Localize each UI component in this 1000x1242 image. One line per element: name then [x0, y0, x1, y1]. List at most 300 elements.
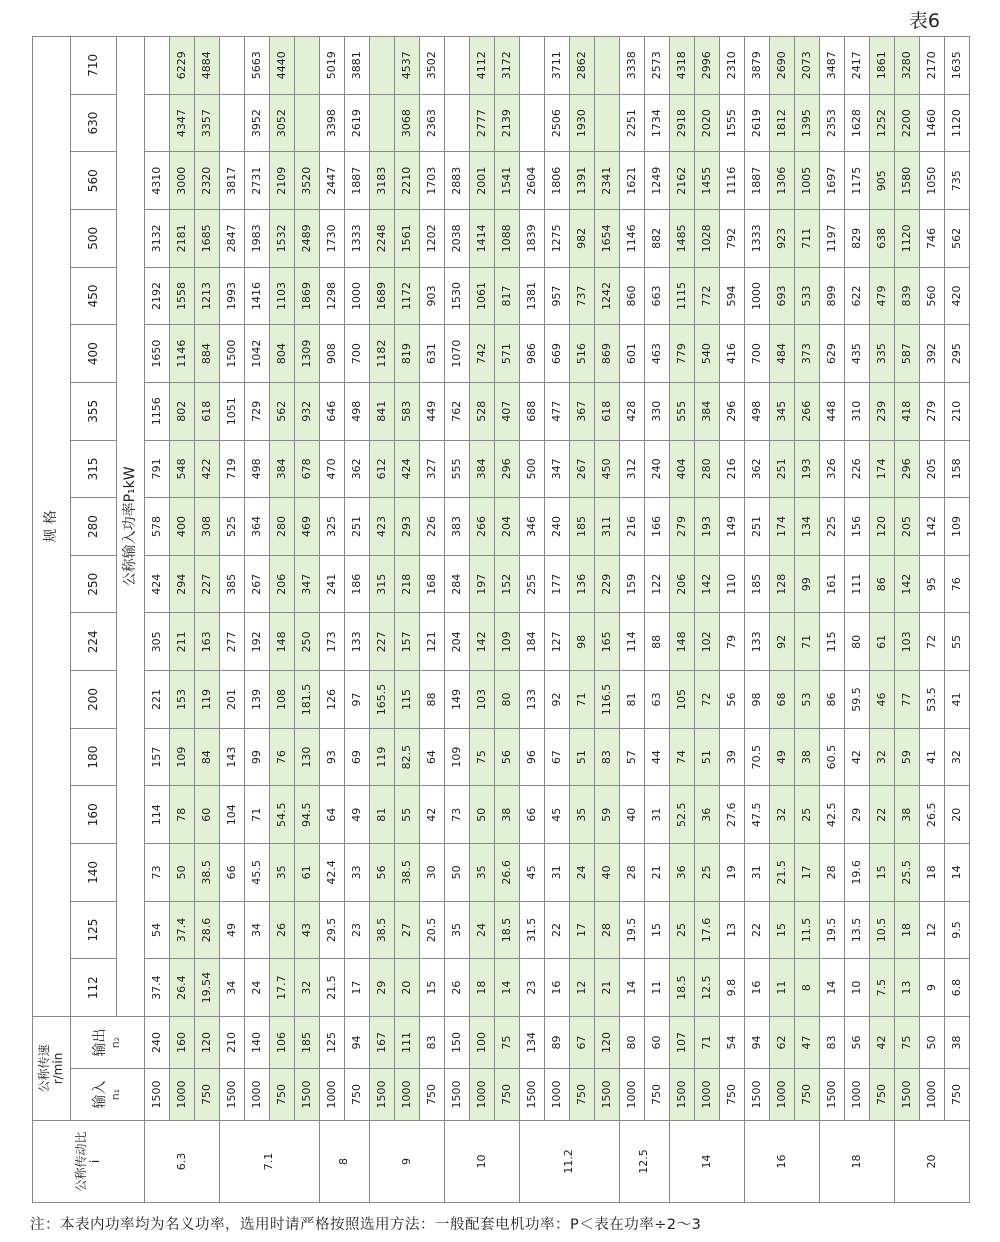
- input-speed-cell: 1500: [145, 1069, 170, 1121]
- power-cell: 2619: [345, 94, 370, 152]
- power-cell: 204: [445, 613, 470, 671]
- power-cell: 1558: [170, 267, 195, 325]
- power-cell: 3280: [895, 36, 920, 94]
- power-cell: 102: [695, 613, 720, 671]
- ratio-cell: 20: [895, 1121, 970, 1203]
- power-cell: 126: [320, 671, 345, 729]
- power-cell: 1541: [495, 152, 520, 210]
- power-cell: 3172: [495, 36, 520, 94]
- power-cell: 1414: [470, 210, 495, 268]
- power-cell: 20: [395, 959, 420, 1017]
- power-cell: 35: [445, 901, 470, 959]
- power-cell: 3502: [420, 36, 445, 94]
- power-cell: 39: [720, 728, 745, 786]
- power-cell: 67: [545, 728, 570, 786]
- power-cell: 12: [570, 959, 595, 1017]
- power-cell: 14: [620, 959, 645, 1017]
- power-cell: 719: [220, 440, 245, 498]
- ratio-cell: 16: [745, 1121, 820, 1203]
- power-cell: 255: [520, 555, 545, 613]
- power-cell: 1734: [645, 94, 670, 152]
- power-cell: 26.6: [495, 844, 520, 902]
- power-cell: 3817: [220, 152, 245, 210]
- power-cell: 528: [470, 382, 495, 440]
- power-cell: 61: [870, 613, 895, 671]
- power-cell: 50: [170, 844, 195, 902]
- power-cell: 72: [695, 671, 720, 729]
- power-cell: 729: [245, 382, 270, 440]
- speed-header: 公称传速 r/min: [33, 1016, 71, 1120]
- power-cell: 1242: [595, 267, 620, 325]
- power-cell: 49: [345, 786, 370, 844]
- power-cell: 56: [495, 728, 520, 786]
- power-cell: 40: [620, 786, 645, 844]
- power-cell: 225: [820, 498, 845, 556]
- power-cell: 15: [770, 901, 795, 959]
- input-speed-cell: 1000: [695, 1069, 720, 1121]
- power-cell: 10: [845, 959, 870, 1017]
- power-cell: 19.5: [620, 901, 645, 959]
- power-cell: 279: [670, 498, 695, 556]
- power-cell: 221: [145, 671, 170, 729]
- power-cell: 99: [245, 728, 270, 786]
- power-cell: 33: [345, 844, 370, 902]
- power-cell: 1555: [720, 94, 745, 152]
- ratio-header: 公称传动比 i: [33, 1121, 145, 1203]
- power-cell: 742: [470, 325, 495, 383]
- power-cell: 32: [870, 728, 895, 786]
- power-cell: 1050: [920, 152, 945, 210]
- power-cell: 86: [820, 671, 845, 729]
- power-cell: 5663: [245, 36, 270, 94]
- table-row: [745, 36, 770, 1202]
- output-symbol: n₂: [109, 1036, 123, 1049]
- size-header: 280: [71, 498, 117, 556]
- power-cell: 404: [670, 440, 695, 498]
- table-row: [320, 36, 345, 1202]
- power-cell: 362: [345, 440, 370, 498]
- power-cell: 99: [795, 555, 820, 613]
- input-speed-cell: 750: [270, 1069, 295, 1121]
- power-cell: 819: [395, 325, 420, 383]
- power-cell: 2310: [720, 36, 745, 94]
- input-speed-cell: 1500: [895, 1069, 920, 1121]
- power-cell: 31: [745, 844, 770, 902]
- output-speed-cell: 167: [370, 1016, 395, 1068]
- power-cell: 2341: [595, 152, 620, 210]
- ratio-cell: 12.5: [620, 1121, 670, 1203]
- power-cell: 64: [320, 786, 345, 844]
- power-cell: 860: [620, 267, 645, 325]
- power-cell: 2181: [170, 210, 195, 268]
- power-cell: 156: [845, 498, 870, 556]
- power-cell: 134: [795, 498, 820, 556]
- power-cell: 53: [795, 671, 820, 729]
- power-cell: 746: [920, 210, 945, 268]
- power-cell: [145, 94, 170, 152]
- power-cell: 216: [620, 498, 645, 556]
- power-cell: 791: [145, 440, 170, 498]
- table-row: [945, 36, 970, 1202]
- input-speed-cell: 1500: [220, 1069, 245, 1121]
- power-cell: 3879: [745, 36, 770, 94]
- output-speed-cell: 75: [495, 1016, 520, 1068]
- output-speed-cell: 94: [345, 1016, 370, 1068]
- power-cell: 540: [695, 325, 720, 383]
- power-cell: 149: [445, 671, 470, 729]
- table-row: [595, 36, 620, 1202]
- power-cell: 142: [895, 555, 920, 613]
- power-cell: 4537: [395, 36, 420, 94]
- power-cell: 982: [570, 210, 595, 268]
- power-cell: 24: [470, 901, 495, 959]
- input-speed-cell: 750: [720, 1069, 745, 1121]
- power-cell: 55: [395, 786, 420, 844]
- power-cell: 3000: [170, 152, 195, 210]
- output-speed-cell: 134: [520, 1016, 545, 1068]
- power-cell: 4440: [270, 36, 295, 94]
- power-cell: 2619: [745, 94, 770, 152]
- output-speed-cell: 240: [145, 1016, 170, 1068]
- rotated-table-wrapper: [32, 37, 970, 1203]
- power-cell: 367: [570, 382, 595, 440]
- power-cell: 663: [645, 267, 670, 325]
- power-cell: 1500: [220, 325, 245, 383]
- power-cell: 516: [570, 325, 595, 383]
- table-row: [495, 36, 520, 1202]
- input-speed-cell: 1000: [395, 1069, 420, 1121]
- power-cell: 779: [670, 325, 695, 383]
- power-cell: 1088: [495, 210, 520, 268]
- power-cell: 15: [645, 901, 670, 959]
- power-cell: 618: [595, 382, 620, 440]
- power-cell: 711: [795, 210, 820, 268]
- power-cell: 312: [620, 440, 645, 498]
- power-cell: 17: [570, 901, 595, 959]
- power-cell: 2777: [470, 94, 495, 152]
- size-header: 500: [71, 210, 117, 268]
- power-cell: 98: [745, 671, 770, 729]
- size-header: 560: [71, 152, 117, 210]
- power-cell: 1306: [770, 152, 795, 210]
- power-cell: 14: [820, 959, 845, 1017]
- power-cell: 22: [870, 786, 895, 844]
- power-cell: 1249: [645, 152, 670, 210]
- output-speed-cell: 83: [420, 1016, 445, 1068]
- power-cell: 205: [920, 440, 945, 498]
- power-cell: 114: [145, 786, 170, 844]
- power-cell: 20.5: [420, 901, 445, 959]
- power-cell: 31: [645, 786, 670, 844]
- power-cell: 53.5: [920, 671, 945, 729]
- power-cell: 1146: [620, 210, 645, 268]
- power-cell: 192: [245, 613, 270, 671]
- table-row: [645, 36, 670, 1202]
- table-row: [795, 36, 820, 1202]
- output-speed-cell: 71: [695, 1016, 720, 1068]
- power-cell: 484: [770, 325, 795, 383]
- power-cell: 109: [495, 613, 520, 671]
- power-cell: 2020: [695, 94, 720, 152]
- power-cell: 227: [370, 613, 395, 671]
- output-speed-cell: 50: [920, 1016, 945, 1068]
- power-cell: 908: [320, 325, 345, 383]
- power-cell: 1197: [820, 210, 845, 268]
- power-cell: 120: [870, 498, 895, 556]
- power-cell: 384: [470, 440, 495, 498]
- power-cell: 669: [545, 325, 570, 383]
- power-cell: 51: [570, 728, 595, 786]
- power-cell: 1146: [170, 325, 195, 383]
- power-cell: 63: [645, 671, 670, 729]
- size-header: 710: [71, 36, 117, 94]
- power-cell: 127: [545, 613, 570, 671]
- output-speed-cell: 60: [645, 1016, 670, 1068]
- power-cell: 346: [520, 498, 545, 556]
- power-cell: 280: [270, 498, 295, 556]
- power-cell: 2251: [620, 94, 645, 152]
- power-cell: 121: [420, 613, 445, 671]
- power-cell: 280: [695, 440, 720, 498]
- power-cell: 25: [670, 901, 695, 959]
- power-cell: 177: [545, 555, 570, 613]
- power-cell: 884: [195, 325, 220, 383]
- power-cell: 69: [345, 728, 370, 786]
- power-cell: 1213: [195, 267, 220, 325]
- power-cell: 362: [745, 440, 770, 498]
- power-cell: 618: [195, 382, 220, 440]
- power-cell: 839: [895, 267, 920, 325]
- power-cell: 59.5: [845, 671, 870, 729]
- input-speed-cell: 1000: [845, 1069, 870, 1121]
- power-cell: 71: [245, 786, 270, 844]
- output-speed-cell: 94: [745, 1016, 770, 1068]
- spec-header: 规 格: [33, 36, 71, 1016]
- power-cell: 364: [245, 498, 270, 556]
- power-cell: 42.5: [820, 786, 845, 844]
- power-cell: 1697: [820, 152, 845, 210]
- power-cell: 216: [720, 440, 745, 498]
- power-cell: 103: [470, 671, 495, 729]
- power-cell: 1042: [245, 325, 270, 383]
- power-cell: 1000: [745, 267, 770, 325]
- power-cell: 52.5: [670, 786, 695, 844]
- power-cell: 6.8: [945, 959, 970, 1017]
- power-cell: 3357: [195, 94, 220, 152]
- power-cell: 347: [545, 440, 570, 498]
- power-cell: 1983: [245, 210, 270, 268]
- power-cell: 17.7: [270, 959, 295, 1017]
- power-cell: 36: [695, 786, 720, 844]
- power-cell: 383: [445, 498, 470, 556]
- power-cell: 2001: [470, 152, 495, 210]
- power-cell: 560: [920, 267, 945, 325]
- power-cell: 3398: [320, 94, 345, 152]
- power-cell: 73: [145, 844, 170, 902]
- power-cell: 384: [270, 440, 295, 498]
- power-cell: 587: [895, 325, 920, 383]
- table-row: [520, 36, 545, 1202]
- power-cell: 218: [395, 555, 420, 613]
- power-cell: 12: [920, 901, 945, 959]
- power-cell: 30: [420, 844, 445, 902]
- power-cell: 29: [845, 786, 870, 844]
- power-cell: 9.8: [720, 959, 745, 1017]
- power-cell: 152: [495, 555, 520, 613]
- power-cell: 80: [845, 613, 870, 671]
- input-speed-cell: 1500: [745, 1069, 770, 1121]
- power-cell: 548: [170, 440, 195, 498]
- power-cell: 60: [195, 786, 220, 844]
- power-cell: 3338: [620, 36, 645, 94]
- power-cell: 3487: [820, 36, 845, 94]
- power-cell: 1309: [295, 325, 320, 383]
- power-cell: 4884: [195, 36, 220, 94]
- power-cell: 161: [820, 555, 845, 613]
- size-header: 355: [71, 382, 117, 440]
- power-cell: 49: [770, 728, 795, 786]
- power-cell: 14: [945, 844, 970, 902]
- power-cell: 80: [495, 671, 520, 729]
- input-speed-cell: 750: [495, 1069, 520, 1121]
- power-cell: 266: [795, 382, 820, 440]
- output-speed-cell: 75: [895, 1016, 920, 1068]
- power-cell: 1703: [420, 152, 445, 210]
- power-cell: 477: [545, 382, 570, 440]
- power-cell: 4318: [670, 36, 695, 94]
- power-cell: 16: [745, 959, 770, 1017]
- power-cell: 435: [845, 325, 870, 383]
- power-cell: 2862: [570, 36, 595, 94]
- power-cell: 18: [895, 901, 920, 959]
- input-speed-cell: 1000: [620, 1069, 645, 1121]
- power-cell: 469: [295, 498, 320, 556]
- power-cell: 35: [470, 844, 495, 902]
- power-cell: [445, 36, 470, 94]
- power-cell: 1812: [770, 94, 795, 152]
- power-cell: 81: [620, 671, 645, 729]
- power-cell: 139: [245, 671, 270, 729]
- power-cell: 772: [695, 267, 720, 325]
- power-cell: 201: [220, 671, 245, 729]
- ratio-cell: 11.2: [520, 1121, 620, 1203]
- power-cell: 1993: [220, 267, 245, 325]
- power-cell: 54.5: [270, 786, 295, 844]
- output-speed-header: [71, 1016, 145, 1068]
- power-cell: 841: [370, 382, 395, 440]
- power-cell: 108: [270, 671, 295, 729]
- table-row: [295, 36, 320, 1202]
- power-cell: 678: [295, 440, 320, 498]
- power-cell: 277: [220, 613, 245, 671]
- output-speed-cell: 160: [170, 1016, 195, 1068]
- table-row: [195, 36, 220, 1202]
- power-cell: 1391: [570, 152, 595, 210]
- power-cell: 10.5: [870, 901, 895, 959]
- power-cell: 21: [595, 959, 620, 1017]
- power-cell: 79: [720, 613, 745, 671]
- output-speed-cell: 120: [195, 1016, 220, 1068]
- power-cell: 498: [345, 382, 370, 440]
- power-cell: 1530: [445, 267, 470, 325]
- power-cell: [295, 94, 320, 152]
- power-cell: 71: [570, 671, 595, 729]
- size-header: 140: [71, 844, 117, 902]
- output-speed-cell: 106: [270, 1016, 295, 1068]
- power-cell: 899: [820, 267, 845, 325]
- power-cell: 26.5: [920, 786, 945, 844]
- power-cell: 2690: [770, 36, 795, 94]
- power-cell: 1298: [320, 267, 345, 325]
- power-cell: 165.5: [370, 671, 395, 729]
- input-speed-cell: 750: [645, 1069, 670, 1121]
- power-cell: 57: [620, 728, 645, 786]
- input-speed-cell: 750: [795, 1069, 820, 1121]
- power-cell: 3068: [395, 94, 420, 152]
- power-cell: 13: [720, 901, 745, 959]
- power-cell: 1869: [295, 267, 320, 325]
- power-cell: 2109: [270, 152, 295, 210]
- ratio-cell: 6.3: [145, 1121, 220, 1203]
- power-cell: 32: [770, 786, 795, 844]
- input-speed-cell: 1000: [770, 1069, 795, 1121]
- power-cell: 133: [345, 613, 370, 671]
- power-cell: 622: [845, 267, 870, 325]
- power-cell: 143: [220, 728, 245, 786]
- power-cell: 345: [770, 382, 795, 440]
- power-cell: 103: [895, 613, 920, 671]
- power-cell: 37.4: [170, 901, 195, 959]
- power-cell: 130: [295, 728, 320, 786]
- power-cell: 578: [145, 498, 170, 556]
- power-cell: 5019: [320, 36, 345, 94]
- power-cell: 1650: [145, 325, 170, 383]
- power-cell: 17: [795, 844, 820, 902]
- input-speed-cell: 1500: [445, 1069, 470, 1121]
- power-cell: 32: [295, 959, 320, 1017]
- table-row: [395, 36, 420, 1202]
- power-cell: 193: [695, 498, 720, 556]
- table-row: [720, 36, 745, 1202]
- input-speed-cell: 750: [945, 1069, 970, 1121]
- power-cell: 305: [145, 613, 170, 671]
- power-cell: 75: [470, 728, 495, 786]
- size-header: 160: [71, 786, 117, 844]
- power-cell: 23: [520, 959, 545, 1017]
- power-cell: 3132: [145, 210, 170, 268]
- power-cell: 700: [345, 325, 370, 383]
- power-cell: 1628: [845, 94, 870, 152]
- power-cell: 210: [945, 382, 970, 440]
- power-cell: 1635: [945, 36, 970, 94]
- power-cell: 1175: [845, 152, 870, 210]
- power-cell: [520, 94, 545, 152]
- output-speed-cell: 150: [445, 1016, 470, 1068]
- power-cell: 869: [595, 325, 620, 383]
- size-header: 630: [71, 94, 117, 152]
- power-cell: 1561: [395, 210, 420, 268]
- power-cell: 629: [820, 325, 845, 383]
- output-speed-cell: 83: [820, 1016, 845, 1068]
- power-cell: 400: [170, 498, 195, 556]
- power-cell: [220, 36, 245, 94]
- input-speed-cell: 1500: [670, 1069, 695, 1121]
- power-cell: 227: [195, 555, 220, 613]
- power-cell: 42: [420, 786, 445, 844]
- power-cell: 422: [195, 440, 220, 498]
- power-cell: 601: [620, 325, 645, 383]
- power-cell: 119: [370, 728, 395, 786]
